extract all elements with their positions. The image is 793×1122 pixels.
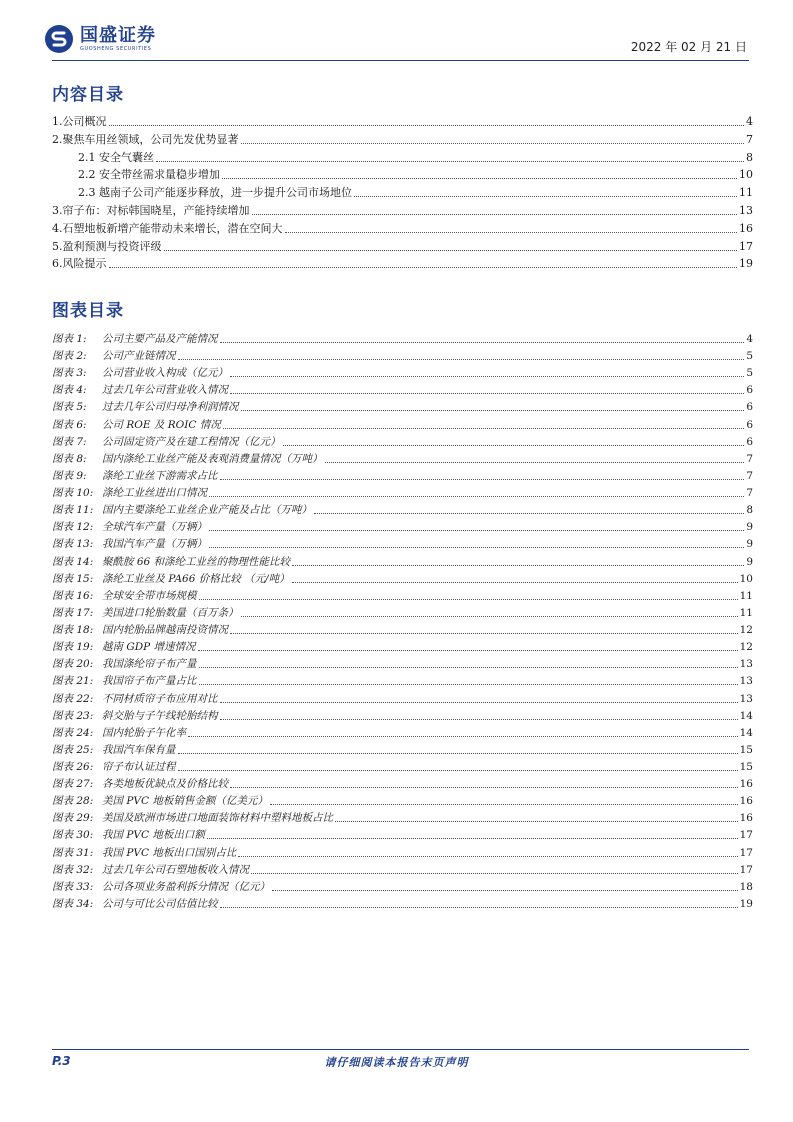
figure-entry-number: 图表 12: [52, 521, 94, 534]
footer-divider [52, 1049, 749, 1050]
toc-entry[interactable] [52, 201, 753, 218]
figure-list-title: 图表目录 [52, 301, 124, 321]
dot-leader [241, 409, 745, 411]
dot-leader [230, 632, 738, 634]
figure-entry-page: 5 [746, 367, 753, 380]
figure-entry-number: 图表 24: [52, 726, 94, 739]
figure-entry-page: 9 [746, 521, 753, 534]
figure-entry-number: 图表 23: [52, 709, 94, 722]
dot-leader [188, 735, 738, 737]
toc-entry[interactable] [52, 254, 753, 271]
figure-entry-number: 图表 15: [52, 572, 94, 585]
dot-leader [230, 786, 738, 788]
toc-entry-label: 3.帘子布：对标韩国晓星，产能持续增加 [52, 204, 250, 217]
figure-entry-number: 图表 27: [52, 778, 94, 791]
figure-entry-number: 图表 8: [52, 452, 87, 465]
figure-entry-label: 聚酰胺 66 和涤纶工业丝的物理性能比较 [102, 555, 291, 568]
figure-entry-number: 图表 29: [52, 812, 94, 825]
toc-entry[interactable] [52, 237, 753, 254]
figure-entry-number: 图表 34: [52, 897, 94, 910]
figure-entry-page: 12 [739, 641, 753, 654]
figure-entry[interactable] [52, 672, 753, 688]
figure-entry-number: 图表 31: [52, 846, 94, 859]
dot-leader [199, 666, 738, 668]
figure-entry-page: 4 [746, 333, 753, 345]
figure-entry-label: 公司固定资产及在建工程情况（亿元） [102, 435, 281, 448]
figure-entry[interactable] [52, 792, 753, 808]
figure-entry[interactable] [52, 809, 753, 825]
figure-entry[interactable] [52, 398, 753, 414]
figure-entry-number: 图表 5: [52, 401, 87, 414]
dot-leader [209, 546, 744, 548]
toc-entry-page: 4 [746, 115, 753, 128]
figure-entry[interactable] [52, 381, 753, 397]
dot-leader [241, 615, 738, 617]
toc-entry[interactable] [52, 219, 753, 236]
figure-entry-page: 19 [739, 897, 753, 910]
figure-entry-label: 我国 PVC 地板出口额 [102, 829, 205, 842]
toc-entry-page: 13 [739, 204, 753, 217]
dot-leader [335, 820, 738, 822]
figure-entry[interactable] [52, 518, 753, 534]
figure-entry-label: 我国 PVC 地板出口国别占比 [102, 846, 237, 859]
dot-leader [314, 512, 744, 514]
figure-entry[interactable] [52, 570, 753, 586]
toc-entry-label: 2.1 安全气囊丝 [78, 150, 154, 164]
figure-entry[interactable] [52, 861, 753, 877]
dot-leader [292, 581, 738, 583]
dot-leader [178, 358, 745, 360]
page-number: P.3 [52, 1054, 71, 1068]
figure-entry[interactable] [52, 364, 753, 380]
toc-entry-page: 17 [739, 239, 753, 253]
figure-entry[interactable] [52, 450, 753, 466]
figure-entry[interactable] [52, 587, 753, 603]
figure-entry-number: 图表 2: [52, 350, 87, 363]
toc-entry-label: 2.3 越南子公司产能逐步释放，进一步提升公司市场地位 [78, 186, 352, 200]
dot-leader [178, 769, 738, 771]
toc-entry[interactable] [52, 130, 753, 147]
figure-entry-number: 图表 32: [52, 863, 94, 876]
figure-entry[interactable] [52, 433, 753, 449]
dot-leader [272, 889, 738, 891]
figure-entry-number: 图表 16: [52, 589, 94, 602]
toc-entry[interactable] [52, 112, 753, 129]
figure-entry-page: 17 [739, 863, 753, 876]
figure-entry[interactable] [52, 655, 753, 671]
dot-leader [241, 142, 745, 144]
figure-entry[interactable] [52, 535, 753, 551]
figure-entry-number: 图表 20: [52, 658, 94, 671]
dot-leader [238, 855, 737, 857]
figure-entry[interactable] [52, 758, 753, 774]
figure-entry-label: 美国 PVC 地板销售金额（亿美元） [102, 795, 268, 808]
toc-entry-page: 11 [739, 186, 753, 200]
toc-entry-page: 16 [739, 221, 753, 235]
dot-leader [220, 701, 738, 703]
dot-leader [207, 837, 738, 839]
figure-entry-label: 全球安全带市场规模 [102, 589, 197, 602]
dot-leader [156, 160, 744, 162]
figure-entry-page: 13 [739, 658, 753, 671]
figure-entry-number: 图表 10: [52, 487, 94, 500]
figure-entry-label: 公司 ROE 及 ROIC 情况 [102, 418, 221, 431]
figure-entry[interactable] [52, 724, 753, 740]
figure-entry-label: 全球汽车产量（万辆） [102, 521, 207, 534]
figure-entry[interactable] [52, 604, 753, 620]
figure-entry-page: 8 [746, 504, 753, 517]
figure-entry-number: 图表 14: [52, 555, 94, 568]
figure-entry[interactable] [52, 826, 753, 842]
dot-leader [220, 478, 745, 480]
figure-entry-label: 国内轮胎子午化率 [102, 726, 186, 739]
figure-entry-page: 7 [746, 487, 753, 500]
figure-entry-number: 图表 33: [52, 880, 94, 893]
figure-entry-page: 6 [746, 418, 753, 431]
toc-entry[interactable] [78, 148, 753, 165]
dot-leader [199, 683, 738, 685]
toc-entry-page: 7 [746, 132, 753, 146]
figure-entry[interactable] [52, 775, 753, 791]
dot-leader [198, 649, 738, 651]
dot-leader [354, 195, 737, 197]
dot-leader [230, 392, 744, 394]
figure-entry[interactable] [52, 501, 753, 517]
figure-entry[interactable] [52, 638, 753, 654]
figure-entry-label: 美国进口轮胎数量（百万条） [102, 606, 239, 619]
dot-leader [109, 266, 738, 268]
dot-leader [230, 375, 744, 377]
figure-entry-page: 11 [739, 606, 753, 619]
figure-entry-page: 9 [746, 555, 753, 568]
figure-entry-number: 图表 17: [52, 606, 94, 619]
figure-entry-label: 越南 GDP 增速情况 [102, 641, 196, 654]
figure-entry-number: 图表 11: [52, 504, 94, 517]
figure-entry-label: 国内轮胎品牌越南投资情况 [102, 624, 228, 637]
figure-entry-number: 图表 18: [52, 624, 94, 637]
figure-entry-number: 图表 7: [52, 435, 87, 448]
figure-entry-label: 涤纶工业丝进出口情况 [102, 487, 207, 500]
dot-leader [220, 341, 745, 343]
logo-english-name: GUOSHENG SECURITIES [80, 45, 152, 52]
dot-leader [251, 872, 738, 874]
figure-entry-page: 10 [739, 572, 753, 585]
figure-entry-label: 斜交胎与子午线轮胎结构 [102, 709, 218, 722]
figure-entry-page: 16 [739, 812, 753, 825]
figure-entry-number: 图表 1: [52, 333, 87, 345]
figure-entry[interactable] [52, 347, 753, 363]
dot-leader [292, 564, 744, 566]
figure-entry-page: 15 [739, 761, 753, 773]
figure-entry-label: 不同材质帘子布应用对比 [102, 692, 218, 705]
dot-leader [109, 124, 745, 126]
figure-entry[interactable] [52, 707, 753, 723]
logo-name: 国盛证券 [80, 24, 156, 46]
dot-leader [209, 529, 744, 531]
toc-entry-page: 10 [739, 168, 753, 182]
dot-leader [285, 231, 738, 233]
figure-entry-number: 图表 22: [52, 692, 94, 705]
figure-entry[interactable] [52, 878, 753, 894]
company-logo [44, 22, 156, 56]
dot-leader [164, 249, 738, 251]
toc-entry-page: 8 [746, 150, 753, 164]
dot-leader [209, 495, 744, 497]
figure-entry-page: 17 [739, 829, 753, 842]
dot-leader [270, 803, 738, 805]
figure-entry[interactable] [52, 416, 753, 432]
figure-entry-label: 公司主要产品及产能情况 [102, 333, 218, 345]
figure-entry-page: 13 [739, 692, 753, 705]
figure-entry[interactable] [52, 844, 753, 860]
figure-entry-number: 图表 3: [52, 367, 87, 380]
figure-entry[interactable] [52, 553, 753, 569]
figure-entry[interactable] [52, 621, 753, 637]
figure-entry-label: 公司各项业务盈利拆分情况（亿元） [102, 880, 270, 893]
dot-leader [283, 444, 745, 446]
figure-entry-label: 涤纶工业丝及 PA66 价格比较 （元/吨） [102, 572, 290, 585]
figure-entry-page: 7 [746, 469, 753, 482]
header-divider [52, 60, 749, 61]
toc-entry-label: 6.风险提示 [52, 257, 107, 271]
figure-entry-label: 我国汽车保有量 [102, 743, 176, 756]
figure-entry-page: 18 [739, 880, 753, 893]
figure-entry-page: 15 [739, 743, 753, 756]
figure-entry-number: 图表 19: [52, 641, 94, 654]
figure-entry-label: 各类地板优缺点及价格比较 [102, 778, 228, 791]
dot-leader [222, 177, 737, 179]
figure-entry-page: 14 [739, 726, 753, 739]
dot-leader [199, 598, 738, 600]
figure-entry[interactable] [52, 484, 753, 500]
figure-entry-label: 帘子布认证过程 [102, 761, 176, 773]
figure-entry-page: 16 [739, 778, 753, 791]
logo-icon [44, 24, 74, 54]
figure-entry-label: 我国帘子布产量占比 [102, 675, 197, 688]
toc-entry-label: 1.公司概况 [52, 115, 107, 128]
figure-entry-label: 过去几年公司归母净利润情况 [102, 401, 239, 414]
disclaimer-note: 请仔细阅读本报告末页声明 [324, 1056, 469, 1069]
figure-entry-number: 图表 13: [52, 538, 94, 551]
report-date: 2022 年 02 月 21 日 [630, 40, 747, 54]
figure-entry-label: 国内主要涤纶工业丝企业产能及占比（万吨） [102, 504, 312, 517]
figure-entry-page: 16 [739, 795, 753, 808]
figure-entry[interactable] [52, 741, 753, 757]
toc-entry-label: 5.盈利预测与投资评级 [52, 239, 162, 253]
figure-entry-page: 11 [739, 589, 753, 602]
figure-entry-number: 图表 25: [52, 743, 94, 756]
toc-entry[interactable] [78, 165, 753, 182]
dot-leader [252, 213, 738, 215]
dot-leader [223, 427, 745, 429]
figure-entry-number: 图表 9: [52, 469, 87, 482]
figure-entry-label: 过去几年公司营业收入情况 [102, 384, 228, 397]
figure-entry-number: 图表 4: [52, 384, 87, 397]
figure-entry-page: 9 [746, 538, 753, 551]
figure-entry-page: 6 [746, 435, 753, 448]
figure-entry-number: 图表 30: [52, 829, 94, 842]
figure-entry-page: 6 [746, 401, 753, 414]
figure-entry-page: 6 [746, 384, 753, 397]
dot-leader [178, 752, 738, 754]
figure-entry-label: 公司营业收入构成（亿元） [102, 367, 228, 380]
figure-entry-page: 17 [739, 846, 753, 859]
figure-entry-page: 13 [739, 675, 753, 688]
figure-entry-label: 公司产业链情况 [102, 350, 176, 363]
toc-entry-label: 2.2 安全带丝需求量稳步增加 [78, 168, 220, 182]
dot-leader [220, 718, 738, 720]
page-header [0, 0, 793, 62]
figure-entry-label: 过去几年公司石塑地板收入情况 [102, 863, 249, 876]
toc-entry[interactable] [78, 183, 753, 200]
dot-leader [220, 906, 738, 908]
figure-entry-number: 图表 6: [52, 418, 87, 431]
figure-entry-page: 7 [746, 452, 753, 465]
figure-entry[interactable] [52, 690, 753, 706]
toc-entry-page: 19 [739, 257, 753, 271]
figure-entry-label: 美国及欧洲市场进口地面装饰材料中塑料地板占比 [102, 812, 333, 825]
figure-entry[interactable] [52, 467, 753, 483]
figure-entry-page: 5 [746, 350, 753, 363]
figure-entry-label: 公司与可比公司估值比较 [102, 897, 218, 910]
figure-entry-page: 14 [739, 709, 753, 722]
figure-entry-label: 我国涤纶帘子布产量 [102, 658, 197, 671]
toc-title: 内容目录 [52, 85, 124, 105]
figure-entry-page: 12 [739, 624, 753, 637]
dot-leader [325, 461, 745, 463]
figure-entry[interactable] [52, 895, 753, 911]
figure-entry[interactable] [52, 330, 753, 346]
figure-entry-label: 涤纶工业丝下游需求占比 [102, 469, 218, 482]
figure-entry-label: 我国汽车产量（万辆） [102, 538, 207, 551]
figure-entry-number: 图表 21: [52, 675, 94, 688]
toc-entry-label: 4.石塑地板新增产能带动未来增长，潜在空间大 [52, 221, 283, 235]
figure-entry-label: 国内涤纶工业丝产能及表观消费量情况（万吨） [102, 452, 323, 465]
figure-entry-number: 图表 28: [52, 795, 94, 808]
figure-entry-number: 图表 26: [52, 761, 94, 773]
toc-entry-label: 2.聚焦车用丝领域，公司先发优势显著 [52, 132, 239, 146]
